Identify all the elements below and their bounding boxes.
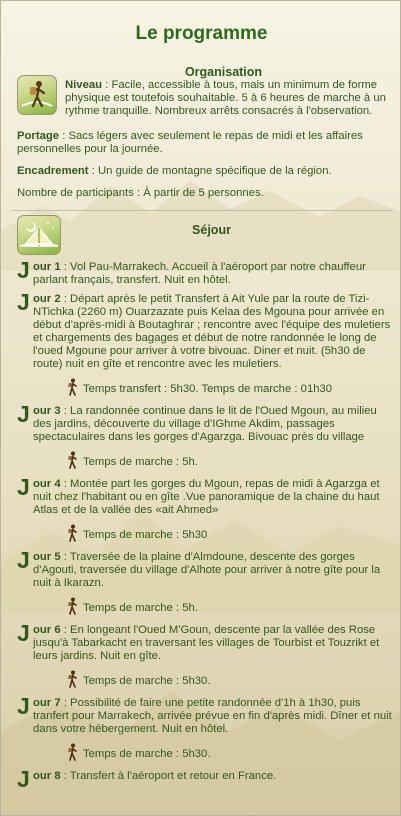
day-initial: J bbox=[17, 766, 30, 792]
day-item bbox=[17, 257, 392, 287]
walking-time-text: Temps de marche : 5h30 bbox=[83, 528, 208, 541]
page-title: Le programme bbox=[135, 23, 268, 44]
days-list bbox=[11, 257, 392, 792]
niveau-label: Niveau bbox=[65, 79, 103, 91]
day-text bbox=[17, 405, 392, 444]
day-item bbox=[17, 474, 392, 517]
portage-text: Portage : Sacs légers avec seulement le repas de midi et les affaires personnelles pour la journée. bbox=[17, 130, 363, 155]
day-item bbox=[17, 401, 392, 444]
day-text bbox=[17, 551, 392, 590]
day-label: our 5 bbox=[33, 551, 61, 563]
niveau-text: Niveau : Facile, accessible à tous, mais un minimum de forme physique est toutefois souhaitable. 5 à 6 heures de marche à un rythme tranquille. Nombreux arrêts consacrés à l'observation. bbox=[65, 79, 386, 117]
walker-icon bbox=[67, 524, 83, 545]
day-initial: J bbox=[17, 257, 30, 283]
day-description: : En longeant l'Oued M'Goun, descente par la vallée des Rose jusqu'à Tabarkacht en traversant les villages de Tourbist et Touzrikt et leurs jardins. Nuit en gîte. bbox=[33, 624, 380, 662]
day-initial: J bbox=[17, 693, 30, 719]
day-initial: J bbox=[17, 547, 30, 573]
organisation-section bbox=[11, 65, 392, 200]
day-description: : Montée part les gorges du Mgoun, repas de midi à Agarzga et nuit chez l'habitant ou en gîte .Vue panoramique de la chaine du haut Atlas et de la vallée des «ait Ahmed» bbox=[33, 478, 380, 516]
day-label: our 2 bbox=[33, 293, 61, 305]
day-text bbox=[17, 624, 392, 663]
walking-time-text: Temps de marche : 5h30. bbox=[83, 747, 211, 760]
day-item bbox=[17, 289, 392, 371]
organisation-title: Organisation bbox=[184, 65, 263, 79]
day-item bbox=[17, 693, 392, 736]
day-description: : Transfert à l'aéroport et retour en France. bbox=[60, 770, 277, 782]
day-description: : La randonnée continue dans le lit de l'Oued Mgoun, au milieu des jardins, découverte du village d'IGhme Akdim, passages spectaculaires dans les gorges d'Agarzga. Bivouac près du village bbox=[33, 405, 377, 443]
walking-time bbox=[67, 597, 392, 618]
walking-time bbox=[67, 670, 392, 691]
walking-time-text: Temps de marche : 5h. bbox=[83, 601, 198, 614]
walker-icon bbox=[67, 743, 83, 764]
walking-time bbox=[67, 378, 392, 399]
encadrement-text: Encadrement : Un guide de montagne spécifique de la région. bbox=[17, 165, 332, 177]
day-item bbox=[17, 547, 392, 590]
sejour-title: Séjour bbox=[192, 223, 231, 237]
day-label: our 4 bbox=[33, 478, 61, 490]
day-description: : Traversée de la plaine d'Almdoune, descente des gorges d'Agouti, traversée du village d'Alhote pour arriver à notre gîte pour la nuit à Ikarazn. bbox=[33, 551, 381, 589]
day-description: : Vol Pau-Marrakech. Accueil à l'aéroport par notre chauffeur parlant français, transfert. Nuit en hôtel. bbox=[33, 261, 366, 286]
walking-time-text: Temps transfert : 5h30. Temps de marche : 01h30 bbox=[83, 382, 333, 395]
day-text bbox=[17, 697, 392, 736]
day-initial: J bbox=[17, 289, 30, 315]
day-text bbox=[17, 770, 392, 783]
day-label: our 8 bbox=[33, 770, 61, 782]
day-text bbox=[17, 478, 392, 517]
walking-time-text: Temps de marche : 5h30. bbox=[83, 674, 211, 687]
day-label: our 3 bbox=[33, 405, 61, 417]
day-initial: J bbox=[17, 620, 30, 646]
day-text bbox=[17, 293, 392, 371]
day-item bbox=[17, 620, 392, 663]
day-text bbox=[17, 261, 392, 287]
hiker-icon bbox=[17, 75, 57, 115]
walker-icon bbox=[67, 378, 83, 399]
encadrement-label: Encadrement bbox=[17, 165, 89, 177]
portage-label: Portage bbox=[17, 130, 60, 142]
walking-time bbox=[67, 743, 392, 764]
day-initial: J bbox=[17, 401, 30, 427]
walking-time bbox=[67, 524, 392, 545]
walker-icon bbox=[67, 670, 83, 691]
day-label: our 7 bbox=[33, 697, 61, 709]
day-description: : Possibilité de faire une petite randonnée d'1h à 1h30, puis tranfert pour Marrakech, arrivée prévue en fin d'après midi. Dîner et nuit dans votre hébergement. Nuit en hôtel. bbox=[33, 697, 392, 735]
day-description: : Départ après le petit Transfert à Ait Yule par la route de Tizi-NTichka (2260 m) Ouarzazate puis Kelaa des Mgouna pour arrivée en début d'après-midi à Boutaghrar ; rencontre avec l'équipe des muletiers et chargements des bagages et début de notre randonnée le long de l'oued Mgoune pour arriver à votre bivouac. Diner et nuit. (5h30 de route) nuit en gîte et rencontre avec les muletiers. bbox=[33, 293, 391, 370]
day-item bbox=[17, 766, 392, 792]
walking-time bbox=[67, 451, 392, 472]
walker-icon bbox=[67, 451, 83, 472]
walking-time-text: Temps de marche : 5h. bbox=[83, 455, 198, 468]
day-initial: J bbox=[17, 474, 30, 500]
participants-text: Nombre de participants : À partir de 5 personnes. bbox=[17, 187, 264, 199]
day-label: our 1 bbox=[33, 261, 61, 273]
walker-icon bbox=[67, 597, 83, 618]
sejour-section bbox=[11, 215, 392, 792]
day-label: our 6 bbox=[33, 624, 61, 636]
